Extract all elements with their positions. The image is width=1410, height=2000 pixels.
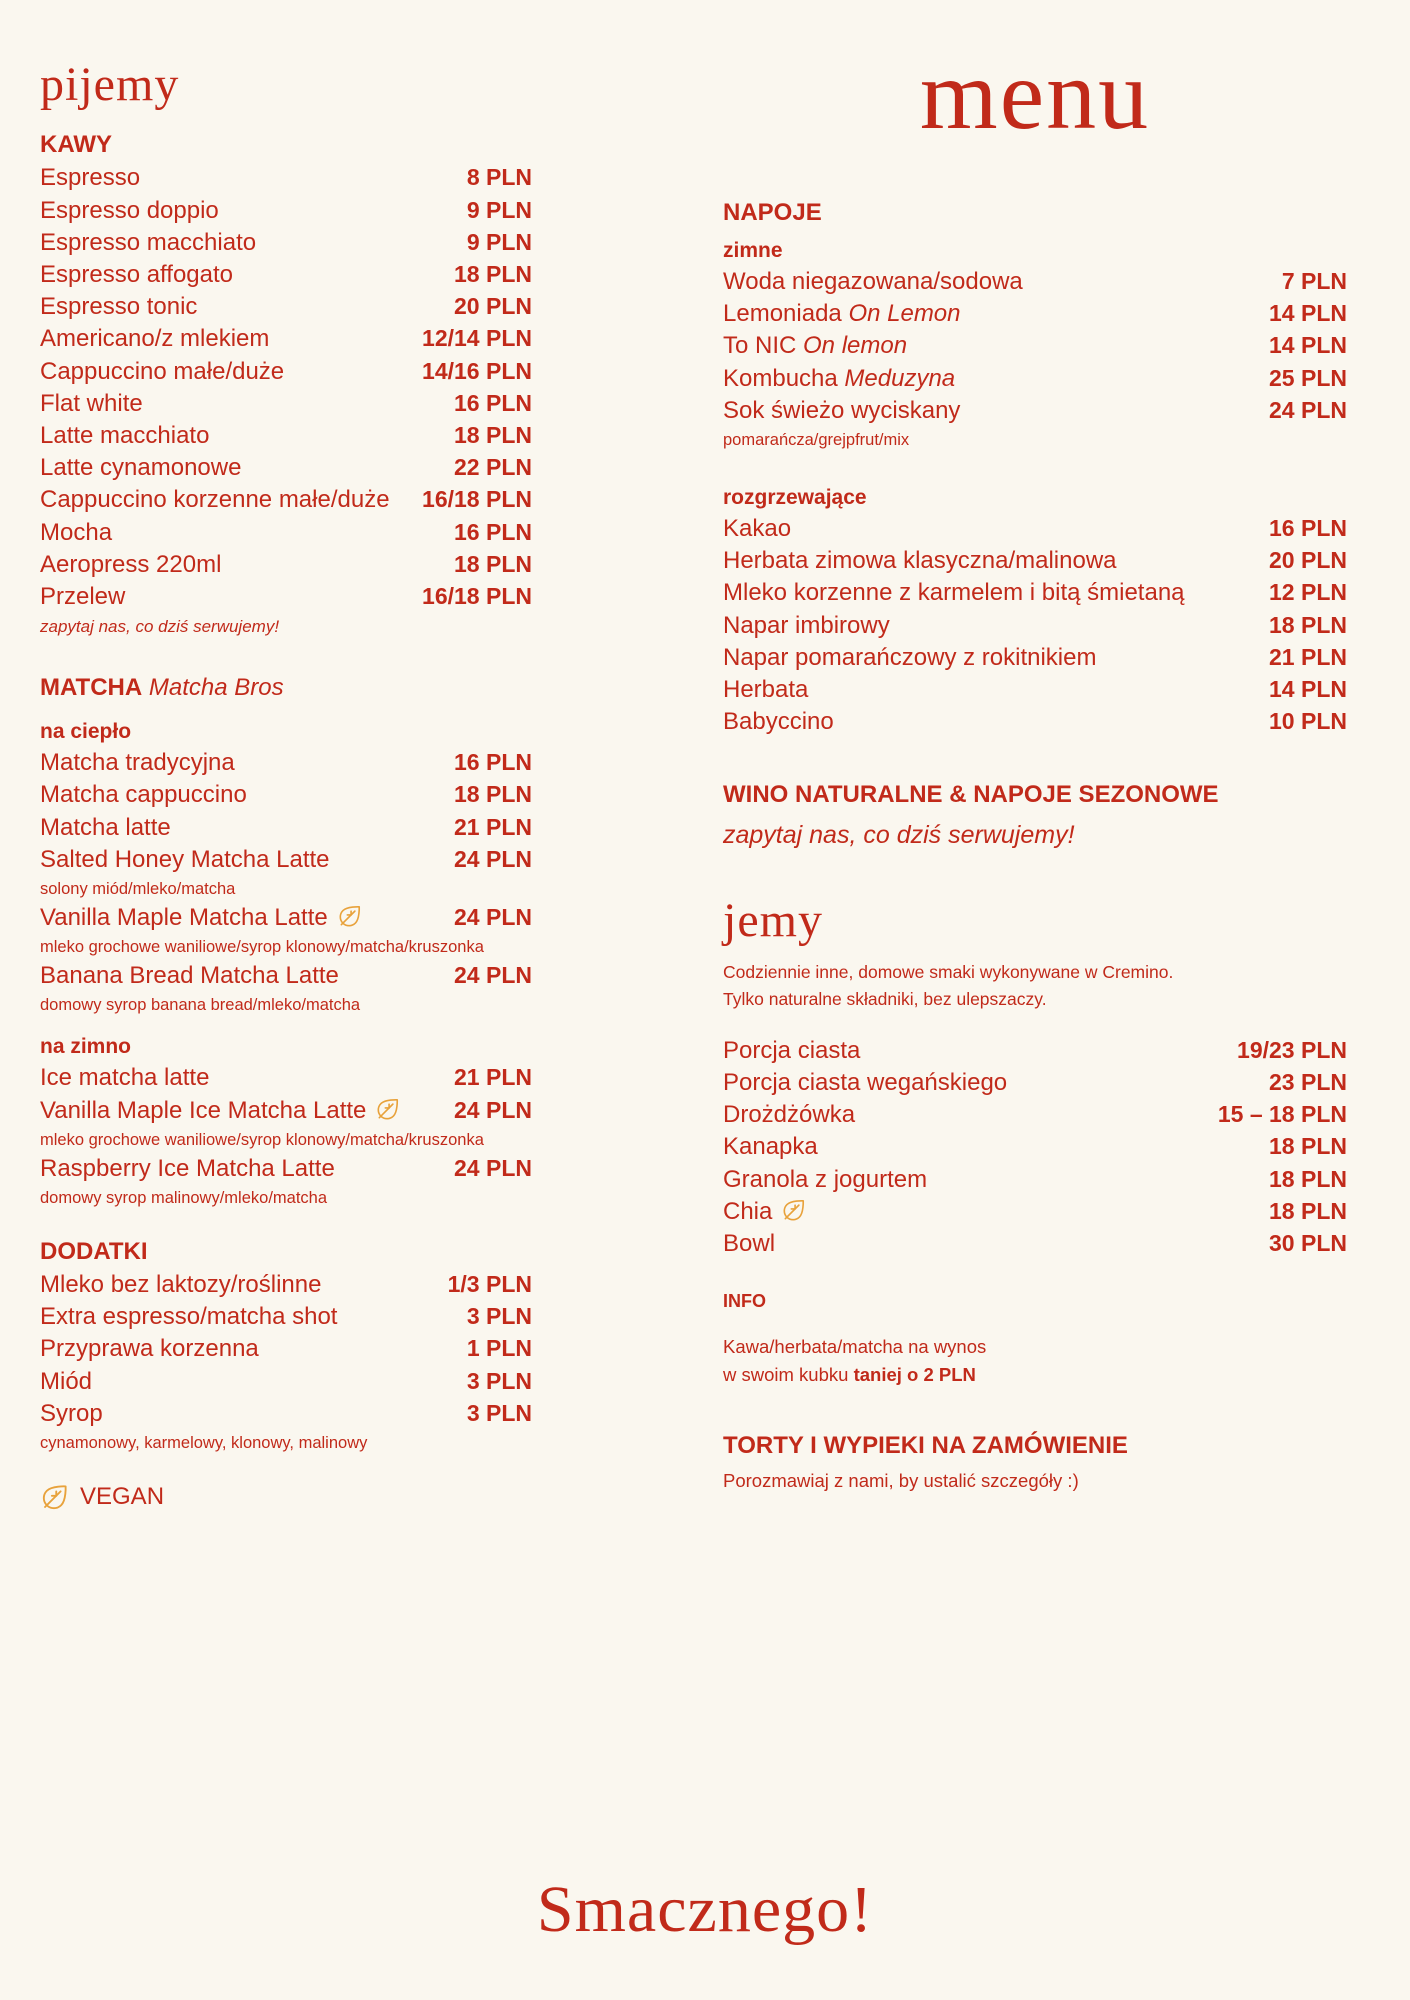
menu-item xyxy=(40,1153,532,1211)
item-name: Kanapka xyxy=(723,1133,818,1161)
item-price: 12 PLN xyxy=(1269,579,1347,606)
item-name: Porcja ciasta xyxy=(723,1036,861,1064)
item-price: 24 PLN xyxy=(454,962,532,989)
item-price: 21 PLN xyxy=(454,813,532,840)
item-name: Przyprawa korzenna xyxy=(40,1335,259,1363)
item-name: Herbata xyxy=(723,676,809,704)
item-price: 16/18 PLN xyxy=(422,583,532,610)
item-name: Raspberry Ice Matcha Latte xyxy=(40,1154,335,1182)
menu-item xyxy=(40,549,532,581)
item-name: Miód xyxy=(40,1367,93,1395)
info-header: INFO xyxy=(723,1291,766,1312)
item-name: Matcha cappuccino xyxy=(40,781,247,809)
menu-item xyxy=(40,747,532,779)
jemy-title: jemy xyxy=(723,894,823,948)
menu-item xyxy=(40,1398,532,1456)
menu-item xyxy=(40,484,532,516)
left-column xyxy=(40,60,532,1512)
item-price: 18 PLN xyxy=(454,422,532,449)
item-price: 1/3 PLN xyxy=(447,1271,532,1298)
wino-header: WINO NATURALNE & NAPOJE SEZONOWE xyxy=(723,781,1219,809)
item-name: Americano/z mlekiem xyxy=(40,325,270,353)
item-name: To NIC On lemon xyxy=(723,332,908,360)
menu-item xyxy=(40,162,532,194)
item-price: 9 PLN xyxy=(466,228,532,255)
item-price: 16 PLN xyxy=(454,518,532,545)
item-name: Lemoniada On Lemon xyxy=(723,300,961,328)
item-price: 14/16 PLN xyxy=(422,357,532,384)
item-description: solony miód/mleko/matcha xyxy=(40,880,236,899)
kawy-header: KAWY xyxy=(40,131,112,159)
item-name: Vanilla Maple Ice Matcha Latte xyxy=(40,1095,401,1127)
item-name: Vanilla Maple Matcha Latte xyxy=(40,902,363,934)
item-price: 12/14 PLN xyxy=(422,325,532,352)
item-price: 24 PLN xyxy=(454,845,532,872)
item-name: Aeropress 220ml xyxy=(40,550,222,578)
item-name: Babyccino xyxy=(723,708,834,736)
item-price: 16 PLN xyxy=(454,749,532,776)
item-description: mleko grochowe waniliowe/syrop klonowy/matcha/kruszonka xyxy=(40,1130,484,1149)
item-name: Herbata zimowa klasyczna/malinowa xyxy=(723,547,1117,575)
item-name: Syrop xyxy=(40,1399,103,1427)
item-name: Chia xyxy=(723,1196,807,1228)
right-column xyxy=(723,40,1347,1495)
kawy-note: zapytaj nas, co dziś serwujemy! xyxy=(40,617,280,637)
item-price: 10 PLN xyxy=(1269,708,1347,735)
napoje-header: NAPOJE xyxy=(723,199,822,226)
item-price: 15 – 18 PLN xyxy=(1217,1101,1347,1128)
menu-title: menu xyxy=(919,39,1151,150)
item-name: Salted Honey Matcha Latte xyxy=(40,845,330,873)
item-price: 18 PLN xyxy=(1269,1133,1347,1160)
item-name: Woda niegazowana/sodowa xyxy=(723,268,1023,295)
item-name: Latte macchiato xyxy=(40,422,210,450)
item-name: Granola z jogurtem xyxy=(723,1165,928,1193)
menu-item xyxy=(40,1366,532,1398)
menu-item xyxy=(723,545,1347,577)
item-price: 18 PLN xyxy=(454,550,532,577)
matcha-warm-items xyxy=(40,747,532,1018)
item-name: Ice matcha latte xyxy=(40,1064,210,1092)
menu-item xyxy=(723,1067,1347,1099)
vegan-legend-label: VEGAN xyxy=(80,1483,165,1511)
item-name: Porcja ciasta wegańskiego xyxy=(723,1069,1008,1097)
menu-item xyxy=(40,779,532,811)
item-name: Espresso tonic xyxy=(40,293,198,321)
matcha-header: MATCHA Matcha Bros xyxy=(40,674,284,702)
menu-item xyxy=(723,1228,1347,1260)
pijemy-title: pijemy xyxy=(40,58,180,111)
menu-item xyxy=(40,356,532,388)
jemy-desc-line2: Tylko naturalne składniki, bez ulepszaczy. xyxy=(723,988,1047,1009)
item-price: 3 PLN xyxy=(466,1367,532,1394)
item-name: Napar pomarańczowy z rokitnikiem xyxy=(723,643,1097,671)
menu-item xyxy=(40,517,532,549)
menu-item xyxy=(723,513,1347,545)
menu-item xyxy=(40,812,532,844)
item-name: Espresso macchiato xyxy=(40,228,257,256)
zimne-subheader: zimne xyxy=(723,239,783,262)
item-name: Mleko korzenne z karmelem i bitą śmietaną xyxy=(723,579,1185,607)
dodatki-header: DODATKI xyxy=(40,1238,148,1266)
item-price: 20 PLN xyxy=(454,293,532,320)
item-price: 16/18 PLN xyxy=(422,486,532,513)
matcha-cold-subheader: na zimno xyxy=(40,1035,132,1059)
menu-item xyxy=(40,960,532,1018)
item-description: domowy syrop malinowy/mleko/matcha xyxy=(40,1189,328,1208)
item-price: 16 PLN xyxy=(454,389,532,416)
item-price: 23 PLN xyxy=(1269,1069,1347,1096)
item-description: cynamonowy, karmelowy, klonowy, malinowy xyxy=(40,1434,368,1453)
item-name: Cappuccino korzenne małe/duże xyxy=(40,486,390,514)
item-name: Napar imbirowy xyxy=(723,611,890,639)
menu-item xyxy=(723,298,1347,330)
item-price: 20 PLN xyxy=(1269,547,1347,574)
menu-item xyxy=(40,323,532,355)
item-price: 24 PLN xyxy=(1269,396,1347,423)
item-price: 14 PLN xyxy=(1269,332,1347,359)
item-name: Mocha xyxy=(40,518,113,546)
item-price: 21 PLN xyxy=(454,1064,532,1091)
rozgrzewajace-subheader: rozgrzewające xyxy=(723,486,867,510)
menu-item xyxy=(723,674,1347,706)
item-price: 18 PLN xyxy=(1269,611,1347,638)
menu-item xyxy=(40,844,532,902)
item-price: 1 PLN xyxy=(466,1335,532,1362)
item-price: 3 PLN xyxy=(466,1303,532,1330)
info-line2: w swoim kubku taniej o 2 PLN xyxy=(723,1364,976,1386)
menu-item xyxy=(723,642,1347,674)
item-price: 25 PLN xyxy=(1269,364,1347,391)
menu-item xyxy=(40,1333,532,1365)
item-price: 21 PLN xyxy=(1269,643,1347,670)
menu-item xyxy=(40,420,532,452)
vegan-leaf-icon xyxy=(781,1197,807,1223)
item-description: mleko grochowe waniliowe/syrop klonowy/matcha/kruszonka xyxy=(40,938,484,957)
matcha-warm-subheader: na ciepło xyxy=(40,720,132,744)
menu-item xyxy=(40,195,532,227)
torty-note: Porozmawiaj z nami, by ustalić szczegóły :) xyxy=(723,1470,1079,1492)
vegan-leaf-icon xyxy=(375,1096,401,1122)
vegan-leaf-icon xyxy=(337,903,363,929)
menu-item xyxy=(723,577,1347,609)
item-name: Espresso doppio xyxy=(40,196,219,224)
item-price: 14 PLN xyxy=(1269,676,1347,703)
menu-item xyxy=(40,1095,532,1153)
item-name: Cappuccino małe/duże xyxy=(40,357,285,385)
menu-item xyxy=(723,610,1347,642)
item-price: 30 PLN xyxy=(1269,1230,1347,1257)
footer-smacznego: Smacznego! xyxy=(536,1873,874,1946)
item-price: 18 PLN xyxy=(454,781,532,808)
menu-item xyxy=(40,291,532,323)
rozgrzewajace-items xyxy=(723,513,1347,738)
item-price: 22 PLN xyxy=(454,454,532,481)
item-price: 14 PLN xyxy=(1269,300,1347,327)
item-name: Flat white xyxy=(40,389,143,417)
item-name: Espresso affogato xyxy=(40,261,234,288)
menu-item xyxy=(723,363,1347,395)
item-price: 16 PLN xyxy=(1269,515,1347,542)
item-price: 18 PLN xyxy=(454,261,532,287)
item-price: 8 PLN xyxy=(466,164,532,191)
menu-item xyxy=(40,259,532,291)
menu-item xyxy=(40,227,532,259)
item-name: Sok świeżo wyciskany xyxy=(723,396,961,424)
wino-note: zapytaj nas, co dziś serwujemy! xyxy=(723,821,1075,850)
menu-item xyxy=(723,1099,1347,1131)
vegan-legend xyxy=(40,1482,532,1512)
item-name: Latte cynamonowe xyxy=(40,454,242,482)
item-price: 18 PLN xyxy=(1269,1165,1347,1192)
item-name: Mleko bez laktozy/roślinne xyxy=(40,1271,322,1299)
menu-item xyxy=(723,1035,1347,1067)
item-price: 18 PLN xyxy=(1269,1197,1347,1224)
item-name: Bowl xyxy=(723,1230,776,1258)
item-name: Espresso xyxy=(40,164,141,192)
item-name: Matcha tradycyjna xyxy=(40,749,235,777)
menu-item xyxy=(40,452,532,484)
menu-item xyxy=(723,1164,1347,1196)
item-price: 24 PLN xyxy=(454,904,532,931)
menu-item xyxy=(40,388,532,420)
jemy-items xyxy=(723,1035,1347,1260)
item-price: 24 PLN xyxy=(454,1096,532,1123)
item-name: Matcha latte xyxy=(40,813,171,841)
matcha-cold-items xyxy=(40,1062,532,1211)
torty-header: TORTY I WYPIEKI NA ZAMÓWIENIE xyxy=(723,1432,1128,1460)
jemy-desc-line1: Codziennie inne, domowe smaki wykonywane w Cremino. xyxy=(723,961,1174,982)
item-name: Przelew xyxy=(40,583,126,611)
menu-item xyxy=(40,1062,532,1094)
item-name: Banana Bread Matcha Latte xyxy=(40,962,339,990)
menu-item xyxy=(40,1269,532,1301)
menu-item xyxy=(40,1301,532,1333)
item-price: 19/23 PLN xyxy=(1237,1036,1347,1063)
menu-item xyxy=(40,902,532,960)
menu-item xyxy=(723,1131,1347,1163)
item-description: pomarańcza/grejpfrut/mix xyxy=(723,431,910,450)
item-name: Kombucha Meduzyna xyxy=(723,364,956,392)
item-price: 7 PLN xyxy=(1281,268,1347,294)
item-price: 3 PLN xyxy=(466,1399,532,1426)
item-price: 9 PLN xyxy=(466,196,532,223)
item-description: domowy syrop banana bread/mleko/matcha xyxy=(40,996,361,1015)
item-name: Kakao xyxy=(723,515,792,543)
menu-item xyxy=(723,706,1347,738)
menu-item xyxy=(723,330,1347,362)
item-name: Drożdżówka xyxy=(723,1101,856,1129)
item-name: Extra espresso/matcha shot xyxy=(40,1303,338,1331)
dodatki-items xyxy=(40,1269,532,1456)
info-line1: Kawa/herbata/matcha na wynos xyxy=(723,1336,987,1358)
kawy-items xyxy=(40,162,532,613)
vegan-leaf-icon xyxy=(40,1482,70,1512)
menu-item xyxy=(723,395,1347,453)
jemy-description xyxy=(723,959,1347,1013)
zimne-items xyxy=(723,266,1347,453)
menu-item xyxy=(40,581,532,613)
menu-item xyxy=(723,1196,1347,1228)
item-price: 24 PLN xyxy=(454,1154,532,1181)
menu-item xyxy=(723,266,1347,298)
